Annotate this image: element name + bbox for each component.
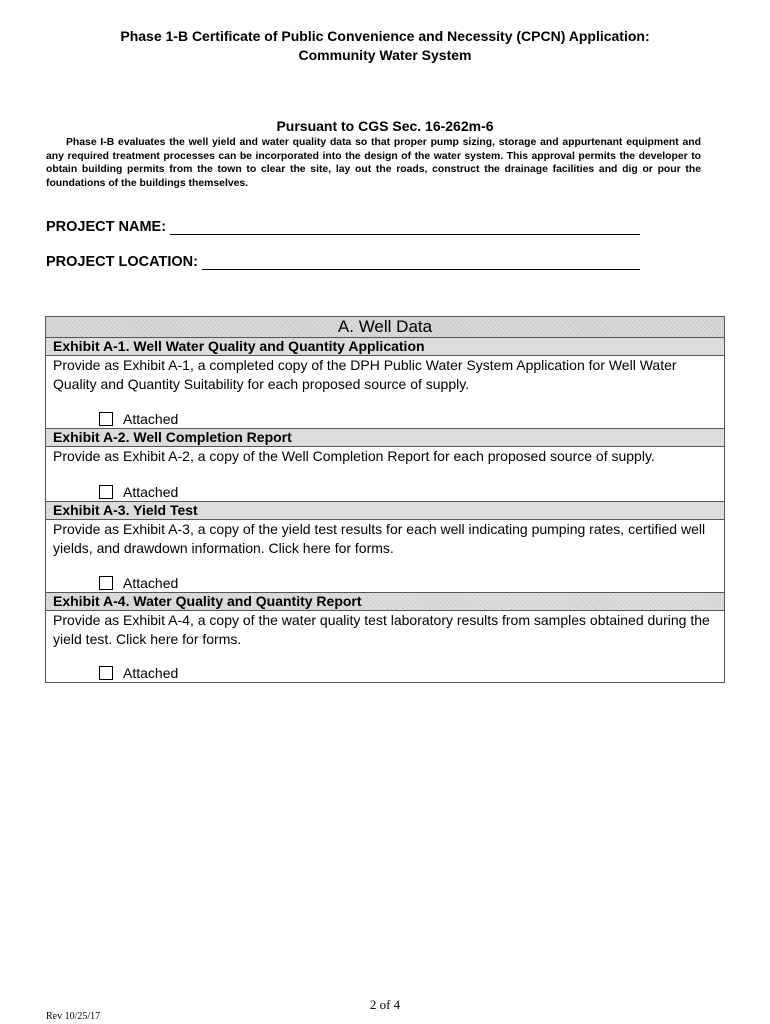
- exhibit-a2-body: [46, 447, 724, 502]
- exhibit-a4-body: [46, 611, 724, 682]
- page-number: 2 of 4: [369, 997, 401, 1012]
- exhibit-a1-attached[interactable]: [99, 410, 178, 429]
- exhibit-a3-title: Exhibit A-3. Yield Test: [46, 502, 724, 520]
- title-line-1: Phase 1-B Certificate of Public Convenience and Necessity (CPCN) Application:: [120, 28, 650, 44]
- exhibit-a3-body: [46, 520, 724, 593]
- checkbox-label: Attached: [123, 483, 179, 500]
- project-location-field: [46, 254, 640, 270]
- exhibit-a4-title: Exhibit A-4. Water Quality and Quantity Report: [46, 593, 724, 611]
- section-heading: A. Well Data: [46, 317, 724, 338]
- checkbox-label: Attached: [123, 664, 179, 681]
- project-name-label: PROJECT NAME:: [46, 219, 167, 235]
- document-title: [0, 27, 770, 65]
- project-name-field: [46, 219, 640, 235]
- exhibit-a2-attached[interactable]: [99, 483, 178, 502]
- exhibit-a2-title: Exhibit A-2. Well Completion Report: [46, 429, 724, 447]
- well-data-section: [45, 316, 725, 683]
- revision-date: Rev 10/25/17: [46, 1011, 101, 1022]
- title-line-2: Community Water System: [298, 47, 472, 63]
- intro-paragraph: Phase I-B evaluates the well yield and water quality data so that proper pump sizing, storage and appurtenant equipment and any required treatment processes can be incorporated into the design of the water system. This approval permits the developer to obtain building permits from the town to clear the site, lay out the roads, construct the drainage facilities and dig or pour the foundations of the buildings themselves.: [46, 137, 701, 189]
- checkbox[interactable]: [99, 666, 113, 680]
- exhibit-a2-description: Provide as Exhibit A-2, a copy of the Well Completion Report for each proposed source of supply.: [53, 448, 655, 464]
- statute-reference: Pursuant to CGS Sec. 16-262m-6: [276, 118, 494, 134]
- project-location-input[interactable]: [202, 255, 640, 270]
- exhibit-a1-title: Exhibit A-1. Well Water Quality and Quantity Application: [46, 338, 724, 356]
- exhibit-a4-attached[interactable]: [99, 664, 178, 683]
- exhibit-a3-attached[interactable]: [99, 574, 178, 593]
- checkbox[interactable]: [99, 485, 113, 499]
- exhibit-a1-description: Provide as Exhibit A-1, a completed copy of the DPH Public Water System Application for Well Water Quality and Quantity Suitability for each proposed source of supply.: [53, 357, 677, 392]
- checkbox[interactable]: [99, 412, 113, 426]
- checkbox[interactable]: [99, 576, 113, 590]
- checkbox-label: Attached: [123, 574, 179, 591]
- exhibit-a1-body: [46, 356, 724, 429]
- project-location-label: PROJECT LOCATION:: [46, 254, 198, 270]
- exhibit-a4-description: Provide as Exhibit A-4, a copy of the water quality test laboratory results from samples obtained during the yield test. Click here for forms.: [53, 612, 710, 647]
- project-name-input[interactable]: [170, 220, 640, 235]
- checkbox-label: Attached: [123, 410, 179, 427]
- exhibit-a3-description: Provide as Exhibit A-3, a copy of the yield test results for each well indicating pumping rates, certified well yields, and drawdown information. Click here for forms.: [53, 521, 706, 556]
